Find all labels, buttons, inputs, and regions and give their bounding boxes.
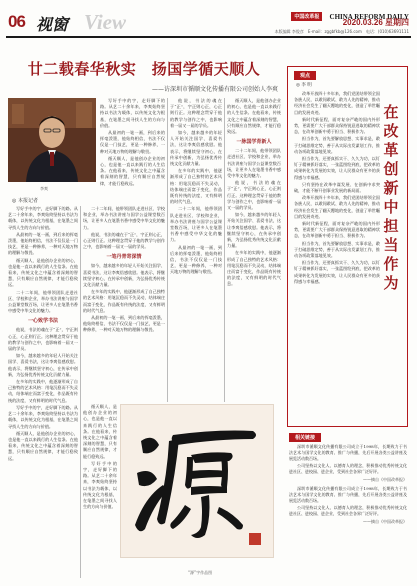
commentary-paragraph: 担当作为，还要真抓实干、久久为功，以钉钉子精神抓好落实，一张蓝图绘到底，把改革的成果转化为发展的实效，让人民群众有更多的获得感与幸福感。 bbox=[294, 156, 380, 180]
column-divider bbox=[80, 206, 81, 578]
commentary-title-char: 在 bbox=[383, 103, 399, 121]
article-column-2 bbox=[83, 206, 165, 402]
article-paragraph: 从最初的一笔一画，到后来的挥毫泼墨，他始终相信，书法不仅仅是一门技艺，更是一种修养，一种对天地万物的理解与敬畏。 bbox=[83, 315, 165, 333]
article-paragraph: 从最初的一笔一画，到后来的挥毫泼墨，他始终相信，书法不仅仅是一门技艺，更是一种修养，一种对天地万物的理解与敬畏。 bbox=[170, 244, 222, 275]
related-paragraph: 公司坚持以文化人、以德育人的理念，积极推动优秀传统文化进社区、进校园、进企业，受到社会各界广泛好评。 bbox=[289, 463, 407, 474]
article-paragraph: 如今，越来越多的年轻人开始关注国学、喜爱书法，这让李爽倍感欣慰。他表示，将继续坚守初心，在传承中创新，为弘扬优秀传统文化贡献力量。 bbox=[83, 263, 165, 288]
article-paragraph: 从最初的一笔一画，到后来的挥毫泼墨，他始终相信，书法不仅仅是一门技艺，更是一种修养，一种对天地万物的理解与敬畏。 bbox=[8, 231, 78, 256]
article-paragraph: 他说，书法的魂在于“正”，字正则心正，心正则行正。这种理念贯穿于他的教学与创作之中，也影响着一届又一届的学员。 bbox=[227, 180, 281, 211]
article-byline: ◎ 本报记者 bbox=[12, 198, 38, 204]
commentary-box bbox=[287, 66, 408, 427]
article-column-4 bbox=[227, 98, 281, 402]
commentary-title-char: 作 bbox=[383, 255, 399, 273]
article-paragraph: 二十二年间，他带领团队走进社区、学校和企业，举办书法讲座与国学公益课堂数百场，让更多人在笔墨书香中感受中华文化的魅力。 bbox=[83, 206, 165, 230]
article-paragraph: 循天顺人，是他创办企业的初心，也是他一直以来践行的人生信条。在他看来，传统文化之中蕴含着深刻的智慧，只有顺应自然规律，才能行稳致远。 bbox=[83, 404, 117, 459]
related-source: ——摘自《中国改革报》 bbox=[363, 519, 407, 524]
article-paragraph: 在多年的实践中，他逐渐形成了自己独特的艺术风格：用笔沉稳而不失灵动，结体端庄而富于变化，作品既有传统的法度，又有鲜明的时代气息。 bbox=[8, 379, 78, 403]
article-paragraph: 他说，书法的魂在于“正”，字正则心正，心正则行正。这种理念贯穿于他的教学与创作之中，也影响着一届又一届的学员。 bbox=[83, 231, 165, 250]
calligraphy-character-icon bbox=[121, 405, 274, 558]
commentary-paragraph: 改革开放四十多年来，我们党团结带领全国各族人民，以敢闯敢试、敢为人先的精神，推动经济社会发生了翻天覆地的变化，创造了举世瞩目的发展奇迹。 bbox=[294, 195, 380, 219]
article-subheading: 一笔丹青寄深情 bbox=[106, 254, 142, 261]
article-paragraph: 他说，书法的魂在于“正”，字正则心正，心正则行正。这种理念贯穿于他的教学与创作之中，也影响着一届又一届的学员。 bbox=[8, 327, 78, 352]
article-paragraph: 如今，越来越多的年轻人开始关注国学、喜爱书法，这让李爽倍感欣慰。他表示，将继续坚守初心，在传承中创新，为弘扬优秀传统文化贡献力量。 bbox=[170, 130, 222, 167]
section-name: 视窗 bbox=[36, 15, 69, 34]
article-subheadline: ——访深圳市循顺文化传播有限公司创始人李爽 bbox=[151, 86, 278, 93]
commentary-title-char: 为 bbox=[383, 274, 399, 292]
related-link-tag: 相关链接 bbox=[289, 433, 321, 442]
commentary-title-char: 改 bbox=[383, 122, 399, 140]
related-paragraph: 深圳市循顺文化传播有限公司成立于1998年，长期致力于书法艺术与国学文化的教育、推广与传播，先后开展各类公益讲座及展览活动数百场。 bbox=[289, 486, 407, 503]
article-paragraph: 写好手中的字，走好脚下的路。从艺二十余年来，李爽始终坚持以书法为载体，以传统文化为根基，在笔墨之间寻找人生的方向与价值。 bbox=[8, 404, 78, 429]
article-subheading: 一心致学书法 bbox=[27, 318, 58, 325]
commentary-author: ◎ 李 明 bbox=[296, 83, 312, 88]
commentary-title-char: 新 bbox=[383, 179, 399, 197]
article-paragraph: 在多年的实践中，他逐渐形成了自己独特的艺术风格：用笔沉稳而不失灵动，结体端庄而富于变化，作品既有传统的法度，又有鲜明的时代气息。 bbox=[227, 250, 281, 287]
article-paragraph: 二十二年间，他带领团队走进社区、学校和企业，举办书法讲座与国学公益课堂数百场，让更多人在笔墨书香中感受中华文化的魅力。 bbox=[170, 206, 222, 243]
article-subheading: 一脉国学育新人 bbox=[236, 139, 272, 146]
section-english-name: View bbox=[84, 10, 127, 34]
artwork-caption: “源”字作品图 bbox=[188, 570, 213, 575]
section-number: 06 bbox=[8, 12, 25, 31]
article-paragraph: 二十二年间，他带领团队走进社区、学校和企业，举办书法讲座与国学公益课堂数百场，让更多人在笔墨书香中感受中华文化的魅力。 bbox=[227, 148, 281, 179]
article-paragraph: 如今，越来越多的年轻人开始关注国学、喜爱书法，这让李爽倍感欣慰。他表示，将继续坚守初心，在传承中创新，为弘扬优秀传统文化贡献力量。 bbox=[8, 353, 78, 377]
article-paragraph: 从最初的一笔一画，到后来的挥毫泼墨，他始终相信，书法不仅仅是一门技艺，更是一种修养，一种对天地万物的理解与敬畏。 bbox=[100, 130, 165, 154]
article-paragraph: 二十二年间，他带领团队走进社区、学校和企业，举办书法讲座与国学公益课堂数百场，让更多人在笔墨书香中感受中华文化的魅力。 bbox=[8, 289, 78, 314]
article-headline: 廿二载春华秋实 扬国学循天顺人 bbox=[27, 60, 261, 78]
article-paragraph: 他说，书法的魂在于“正”，字正则心正，心正则行正。这种理念贯穿于他的教学与创作之中，也影响着一届又一届的学员。 bbox=[170, 98, 222, 128]
article-column-1 bbox=[8, 206, 78, 578]
article-column-2-lower bbox=[83, 404, 117, 578]
portrait-photo bbox=[8, 98, 96, 182]
masthead bbox=[6, 4, 411, 38]
related-paragraph: 公司坚持以文化人、以德育人的理念，积极推动优秀传统文化进社区、进校园、进企业，受到社会各界广泛好评。 bbox=[289, 505, 407, 516]
commentary-body bbox=[294, 91, 380, 421]
commentary-paragraph: 只有坚持在改革中谋发展、在创新中求突破，才能不断开创事业发展的新局面。 bbox=[294, 181, 380, 194]
article-paragraph: 在多年的实践中，他逐渐形成了自己独特的艺术风格：用笔沉稳而不失灵动，结体端庄而富于变化，作品既有传统的法度，又有鲜明的时代气息。 bbox=[83, 289, 165, 313]
related-link-box bbox=[287, 433, 408, 573]
column-divider bbox=[167, 98, 168, 402]
brand-name-en: CHINA REFORM DAILY bbox=[329, 12, 409, 21]
calligraphy-artwork bbox=[120, 404, 274, 558]
portrait-caption: 李爽 bbox=[40, 186, 48, 191]
editor-contact-info: 本版编辑 李俊彦 E-mail：zggbfkb@126.com 电话：(010)63691111 bbox=[274, 29, 409, 34]
issue-date: 2020.03.26 星期四 bbox=[342, 18, 409, 27]
article-paragraph: 循天顺人，是他创办企业的初心，也是他一直以来践行的人生信条。在他看来，传统文化之中蕴含着深刻的智慧，只有顺应自然规律，才能行稳致远。 bbox=[227, 98, 281, 135]
article-paragraph: 循天顺人，是他创办企业的初心，也是他一直以来践行的人生信条。在他看来，传统文化之中蕴含着深刻的智慧，只有顺应自然规律，才能行稳致远。 bbox=[8, 430, 78, 461]
article-paragraph: 如今，越来越多的年轻人开始关注国学、喜爱书法，这让李爽倍感欣慰。他表示，将继续坚守初心，在传承中创新，为弘扬优秀传统文化贡献力量。 bbox=[227, 212, 281, 249]
article-paragraph: 写好手中的字，走好脚下的路。从艺二十余年来，李爽始终坚持以书法为载体，以传统文化为根基，在笔墨之间寻找人生的方向与价值。 bbox=[8, 206, 78, 230]
commentary-tag: 观点 bbox=[294, 71, 316, 80]
commentary-paragraph: 担当作为，还要真抓实干、久久为功，以钉钉子精神抓好落实，一张蓝图绘到底，把改革的成果转化为发展的实效，让人民群众有更多的获得感与幸福感。 bbox=[294, 260, 380, 284]
commentary-paragraph: 改革开放四十多年来，我们党团结带领全国各族人民，以敢闯敢试、敢为人先的精神，推动经济社会发生了翻天覆地的变化，创造了举世瞩目的发展奇迹。 bbox=[294, 91, 380, 115]
related-paragraph: 深圳市循顺文化传播有限公司成立于1998年，长期致力于书法艺术与国学文化的教育、推广与传播，先后开展各类公益讲座及展览活动数百场。 bbox=[289, 444, 407, 461]
commentary-paragraph: 担当作为，首先要解放思想、实事求是，敢于打破思维定势，善于从实际出发谋划工作，推动各项政策落地见效。 bbox=[294, 136, 380, 154]
article-column-lead bbox=[100, 98, 165, 204]
commentary-title-char: 担 bbox=[383, 217, 399, 235]
commentary-paragraph: 新时代新征程，面对复杂严峻的国内外形势，更需要广大干部群众保持锐意进取的精神状态，在改革创新中勇于担当、积极作为。 bbox=[294, 221, 380, 239]
article-paragraph: 写好手中的字，走好脚下的路。从艺二十余年来，李爽始终坚持以书法为载体，以传统文化为根基，在笔墨之间寻找人生的方向与价值。 bbox=[83, 460, 117, 510]
article-paragraph: 在多年的实践中，他逐渐形成了自己独特的艺术风格：用笔沉稳而不失灵动，结体端庄而富于变化，作品既有传统的法度，又有鲜明的时代气息。 bbox=[170, 168, 222, 205]
brand-logo-cn: 中国改革报 bbox=[291, 12, 322, 21]
portrait-illustration-icon bbox=[8, 98, 96, 182]
article-paragraph: 循天顺人，是他创办企业的初心，也是他一直以来践行的人生信条。在他看来，传统文化之中蕴含着深刻的智慧，只有顺应自然规律，才能行稳致远。 bbox=[100, 155, 165, 186]
commentary-title-char: 创 bbox=[383, 160, 399, 178]
commentary-title-char: 中 bbox=[383, 198, 399, 216]
column-divider bbox=[224, 98, 225, 402]
article-column-3 bbox=[170, 98, 222, 402]
commentary-title-char: 当 bbox=[383, 236, 399, 254]
related-link-body bbox=[289, 444, 407, 572]
commentary-title bbox=[381, 103, 401, 293]
article-paragraph: 写好手中的字，走好脚下的路。从艺二十余年来，李爽始终坚持以书法为载体，以传统文化为根基，在笔墨之间寻找人生的方向与价值。 bbox=[100, 98, 165, 128]
commentary-title-char: 革 bbox=[383, 141, 399, 159]
article-paragraph: 循天顺人，是他创办企业的初心，也是他一直以来践行的人生信条。在他看来，传统文化之中蕴含着深刻的智慧，只有顺应自然规律，才能行稳致远。 bbox=[8, 257, 78, 288]
commentary-paragraph: 新时代新征程，面对复杂严峻的国内外形势，更需要广大干部群众保持锐意进取的精神状态，在改革创新中勇于担当、积极作为。 bbox=[294, 116, 380, 135]
commentary-paragraph: 担当作为，首先要解放思想、实事求是，敢于打破思维定势，善于从实际出发谋划工作，推动各项政策落地见效。 bbox=[294, 240, 380, 259]
related-source: ——摘自《中国改革报》 bbox=[363, 477, 407, 482]
